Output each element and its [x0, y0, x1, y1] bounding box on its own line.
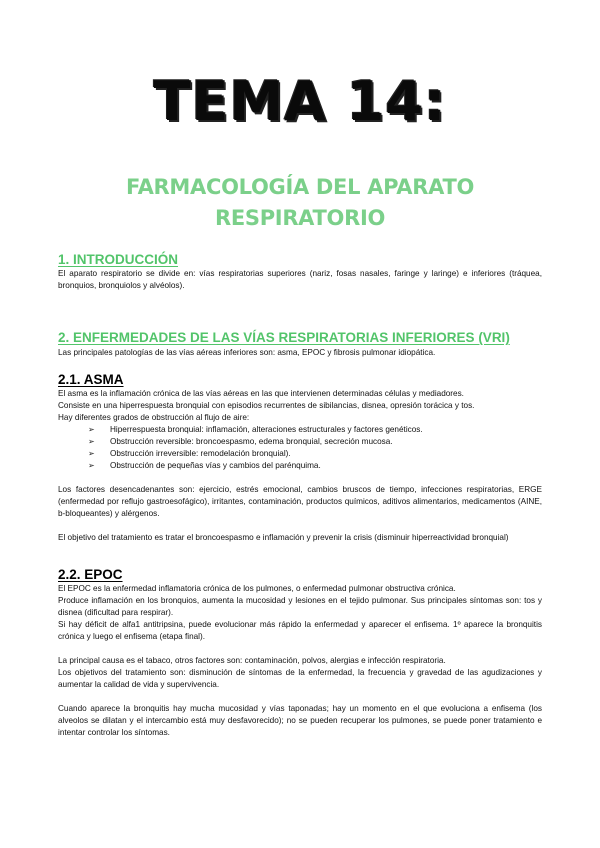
epoc-paragraph-1: El EPOC es la enfermedad inflamatoria crónica de los pulmones, o enfermedad pulmonar obstructiva crónica. — [58, 584, 456, 593]
section-heading-enfermedades: 2. ENFERMEDADES DE LAS VÍAS RESPIRATORIAS INFERIORES (VRI) — [58, 330, 510, 345]
asma-factors-paragraph: Los factores desencadenantes son: ejercicio, estrés emocional, cambios bruscos de tiempo, infecciones respiratorias, ERGE (enfermedad por reflujo gastroesofágico), irritantes, contaminación, productos químicos, aditivos alimentarios, medicamentos (AINE, b-bloqueantes) y alérgenos. — [58, 485, 542, 518]
list-item: ➢ Hiperrespuesta bronquial: inflamación, alteraciones estructurales y factores genéticos. — [88, 425, 423, 434]
arrow-bullet-icon: ➢ — [88, 461, 95, 470]
list-item: ➢ Obstrucción irreversible: remodelación bronquial). — [88, 449, 291, 458]
section-heading-introduccion: 1. INTRODUCCIÓN — [58, 252, 179, 267]
list-item: ➢ Obstrucción reversible: broncoespasmo, edema bronquial, secreción mucosa. — [88, 437, 393, 446]
asma-description: Consiste en una hiperrespuesta bronquial con episodios recurrentes de sibilancias, disnea, opresión torácica y tos. — [58, 401, 475, 410]
enfermedades-paragraph: Las principales patologías de las vías aéreas inferiores son: asma, EPOC y fibrosis pulmonar idiopática. — [58, 348, 436, 357]
page-subtitle-line2: RESPIRATORIO — [214, 206, 386, 230]
asma-grades-list — [88, 424, 528, 472]
list-item: ➢ Obstrucción de pequeñas vías y cambios del parénquima. — [88, 461, 321, 470]
asma-grades-intro: Hay diferentes grados de obstrucción al flujo de aire: — [58, 413, 250, 422]
epoc-paragraph-4: La principal causa es el tabaco, otros factores son: contaminación, polvos, alergias e infección respiratoria. — [58, 656, 446, 665]
epoc-paragraph-5: Los objetivos del tratamiento son: disminución de síntomas de la enfermedad, la frecuencia y gravedad de las agudizaciones y aumentar la calidad de vida y supervivencia. — [58, 668, 542, 689]
subsection-heading-asma: 2.1. ASMA — [58, 372, 124, 387]
epoc-paragraph-3: Si hay déficit de alfa1 antitripsina, puede evolucionar más rápido la enfermedad y aparecer el enfisema. 1º aparece la bronquitis crónica y luego el enfisema (etapa final). — [58, 620, 542, 641]
page-title: TEMA 14: — [153, 70, 447, 133]
asma-definition: El asma es la inflamación crónica de las vías aéreas en las que intervienen determinadas células y mediadores. — [58, 389, 464, 398]
page-subtitle-line1: FARMACOLOGÍA DEL APARATO — [125, 175, 475, 199]
epoc-paragraph-2: Produce inflamación en los bronquios, aumenta la mucosidad y lesiones en el tejido pulmonar. Sus principales síntomas son: tos y disnea (dificultad para respirar). — [58, 596, 542, 617]
arrow-bullet-icon: ➢ — [88, 437, 95, 446]
epoc-paragraph-6: Cuando aparece la bronquitis hay mucha mucosidad y vías taponadas; hay un momento en el que evoluciona a enfisema (los alveolos se dilatan y el intercambio está muy desfavorecido); no se pueden recuperar los pulmones, se puede poner tratamiento e intentar controlar los síntomas. — [58, 704, 542, 737]
subsection-heading-epoc: 2.2. EPOC — [58, 567, 123, 582]
arrow-bullet-icon: ➢ — [88, 449, 95, 458]
arrow-bullet-icon: ➢ — [88, 425, 95, 434]
asma-objective-paragraph: El objetivo del tratamiento es tratar el broncoespasmo e inflamación y prevenir la crisis (disminuir hiperreactividad bronquial) — [58, 533, 509, 542]
intro-paragraph: El aparato respiratorio se divide en: vías respiratorias superiores (nariz, fosas nasales, faringe y laringe) e inferiores (tráquea, bronquios, bronquiolos y alvéolos). — [58, 269, 542, 290]
